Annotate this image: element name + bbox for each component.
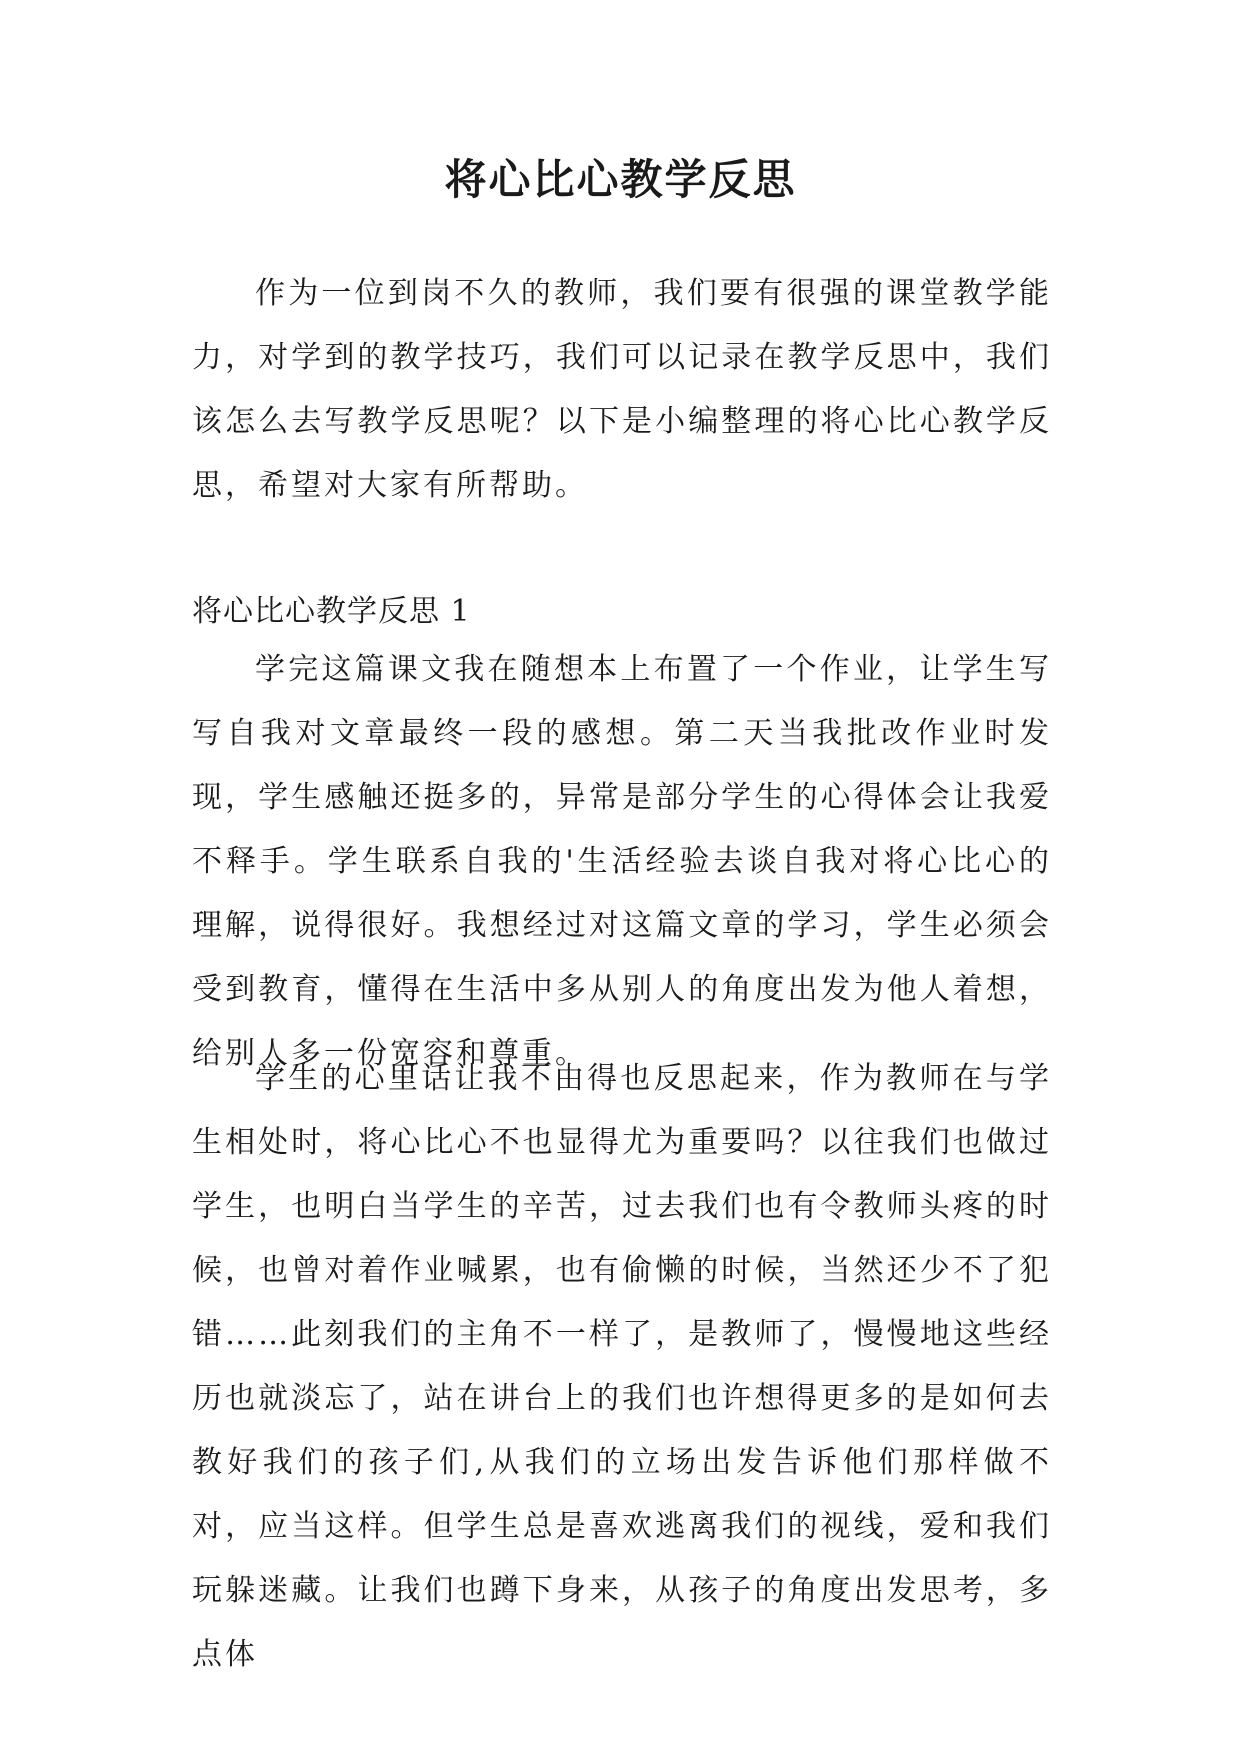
body-paragraph-2: 学生的心里话让我不由得也反思起来，作为教师在与学生相处时，将心比心不也显得尤为重要吗？以往我们也做过学生，也明白当学生的辛苦，过去我们也有令教师头疼的时候，也曾对着作业喊累，也有偷懒的时候，当然还少不了犯错……此刻我们的主角不一样了，是教师了，慢慢地这些经历也就淡忘了，站在讲台上的我们也许想得更多的是如何去教好我们的孩子们,从我们的立场出发告诉他们那样做不对，应当这样。但学生总是喜欢逃离我们的视线，爱和我们玩躲迷藏。让我们也蹲下身来，从孩子的角度出发思考，多点体 (192, 1061, 1052, 1672)
body-paragraph-1: 学完这篇课文我在随想本上布置了一个作业，让学生写写自我对文章最终一段的感想。第二天当我批改作业时发现，学生感触还挺多的，异常是部分学生的心得体会让我爱不释手。学生联系自我的'生活经验去谈自我对将心比心的理解，说得很好。我想经过对这篇文章的学习，学生必须会受到教育，懂得在生活中多从别人的角度出发为他人着想，给别人多一份宽容和尊重。 (192, 652, 1052, 1071)
intro-paragraph: 作为一位到岗不久的教师，我们要有很强的课堂教学能力，对学到的教学技巧，我们可以记录在教学反思中，我们该怎么去写教学反思呢？以下是小编整理的将心比心教学反思，希望对大家有所帮助。 (192, 276, 1052, 503)
document-title: 将心比心教学反思 (444, 155, 797, 204)
section-heading: 将心比心教学反思 1 (192, 594, 471, 629)
